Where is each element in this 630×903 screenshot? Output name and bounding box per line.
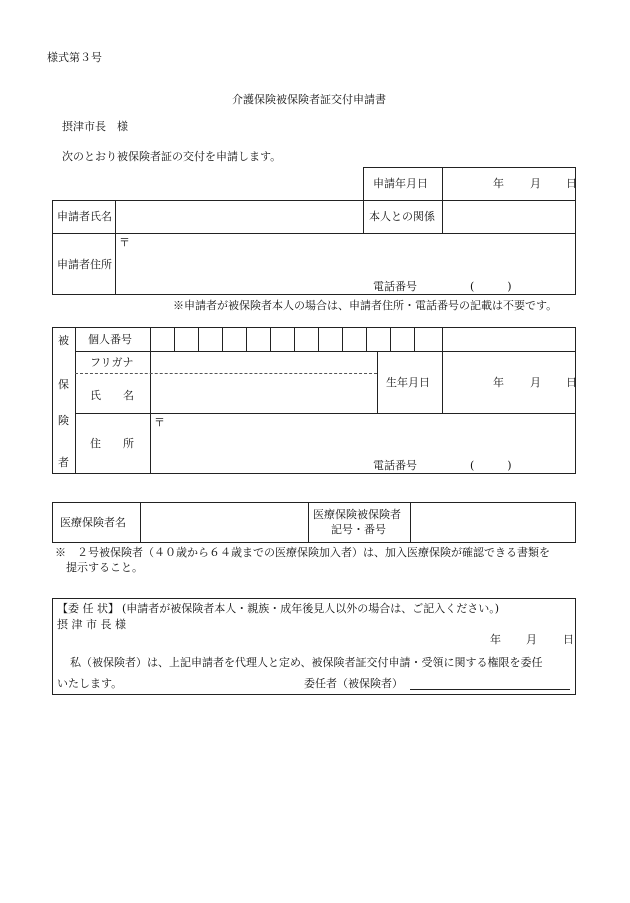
intro-text: 次のとおり被保険者証の交付を申請します。 — [62, 150, 282, 163]
birth-month: 月 — [530, 376, 541, 389]
side-char-3: 険 — [58, 414, 69, 427]
side-char-1: 被 — [58, 334, 69, 347]
form-number: 様式第３号 — [47, 51, 102, 64]
medical-symbol-label-2: 記号・番号 — [331, 523, 386, 536]
note-applicant: ※申請者が被保険者本人の場合は、申請者住所・電話番号の記載は不要です。 — [173, 299, 558, 312]
applicant-name-label: 申請者氏名 — [57, 210, 112, 223]
application-date-label: 申請年月日 — [373, 177, 428, 190]
medical-insurer-label: 医療保険者名 — [60, 516, 126, 529]
insured-phone-paren: ( ) — [470, 459, 512, 472]
proxy-body-line2: いたします。 — [57, 677, 123, 690]
note-category2-line2: 提示すること。 — [66, 561, 143, 574]
insured-phone-label: 電話番号 — [373, 459, 417, 472]
application-date-year: 年 — [493, 177, 504, 190]
relation-label: 本人との関係 — [369, 210, 435, 223]
insured-postal-mark: 〒 — [154, 416, 165, 429]
proxy-heading: 【委 任 状】 — [57, 602, 119, 615]
insured-name-label: 氏 名 — [90, 389, 134, 402]
proxy-date-day: 日 — [563, 633, 574, 646]
application-date-day: 日 — [566, 177, 577, 190]
note-category2-line1: ※ ２号被保険者（４０歳から６４歳までの医療保険加入者）は、加入医療保険が確認できる書類を — [55, 546, 550, 559]
medical-symbol-label-1: 医療保険被保険者 — [313, 508, 401, 521]
applicant-phone-label: 電話番号 — [373, 280, 417, 293]
applicant-phone-paren: ( ) — [470, 280, 512, 293]
insured-address-label: 住 所 — [90, 437, 134, 450]
side-char-4: 者 — [58, 456, 69, 469]
delegator-signature-line[interactable] — [410, 689, 570, 690]
individual-number-label: 個人番号 — [88, 333, 132, 346]
side-char-2: 保 — [58, 378, 69, 391]
proxy-addressee: 摂 津 市 長 様 — [57, 618, 126, 631]
birth-year: 年 — [493, 376, 504, 389]
delegator-label: 委任者（被保険者） — [304, 677, 403, 690]
birth-day: 日 — [566, 376, 577, 389]
birth-date-label: 生年月日 — [386, 376, 430, 389]
proxy-heading-note: (申請者が被保険者本人・親族・成年後見人以外の場合は、ご記入ください。) — [122, 602, 500, 615]
applicant-address-label: 申請者住所 — [57, 258, 112, 271]
proxy-body-line1: 私（被保険者）は、上記申請者を代理人と定め、被保険者証交付申請・受領に関する権限を委任 — [70, 656, 543, 669]
addressee: 摂津市長 様 — [62, 120, 128, 133]
application-date-month: 月 — [530, 177, 541, 190]
applicant-postal-mark: 〒 — [119, 236, 130, 249]
proxy-date-month: 月 — [526, 633, 537, 646]
form-title: 介護保険被保険者証交付申請書 — [232, 93, 386, 106]
proxy-date-year: 年 — [490, 633, 501, 646]
furigana-label: フリガナ — [90, 356, 134, 369]
